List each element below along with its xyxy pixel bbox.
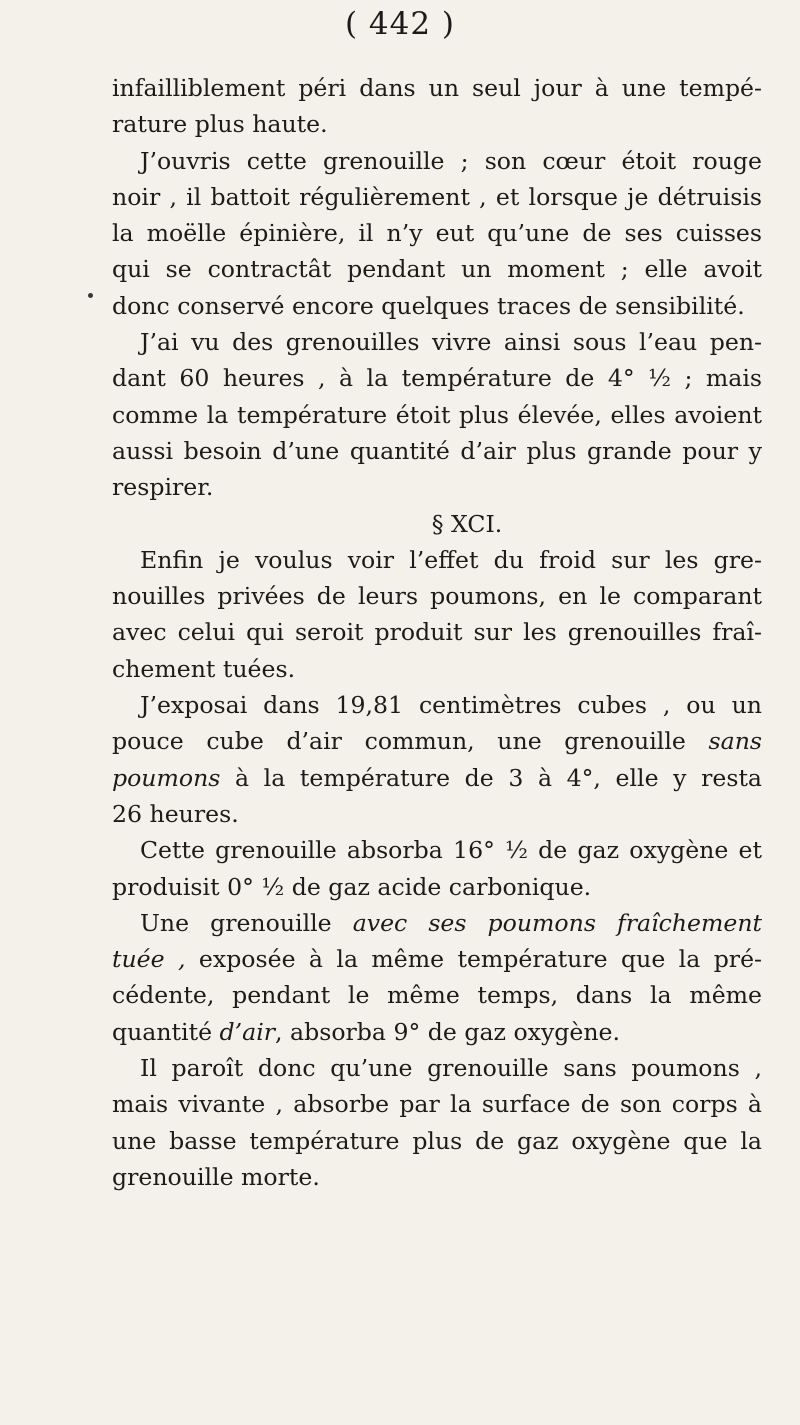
- text-line: rature plus haute.: [112, 110, 328, 139]
- text-line: aussi besoin d’une quantité d’air plus grande pour y: [112, 436, 762, 465]
- text-line: mais vivante , absorbe par la surface de son corps à: [112, 1090, 762, 1119]
- text-line: chement tuées.: [112, 654, 296, 683]
- text-span: à la température de 3 à 4°, elle y resta: [235, 763, 762, 792]
- page-number: ( 442 ): [344, 6, 456, 42]
- text-line: infailliblement péri dans un seul jour à une tempé-: [112, 74, 762, 102]
- text-line: dant 60 heures , à la température de 4° ½ ; mais: [112, 364, 762, 393]
- text-span: pouce cube d’air commun, une grenouille: [112, 727, 686, 756]
- text-line: J’exposai dans 19,81 centimètres cubes , ou un: [140, 691, 762, 720]
- text-span: Une grenouille: [140, 908, 332, 937]
- text-span: , absorba 9° de gaz oxygène.: [275, 1017, 621, 1046]
- text-line: grenouille morte.: [112, 1162, 320, 1191]
- text-line: [112, 905, 762, 941]
- text-line: avec celui qui seroit produit sur les grenouilles fraî-: [112, 618, 762, 647]
- text-line: nouilles privées de leurs poumons, en le comparant: [112, 582, 762, 611]
- page-body: [112, 70, 762, 1195]
- text-line: noir , il battoit régulièrement , et lorsque je détruisis: [112, 182, 762, 211]
- text-line: J’ai vu des grenouilles vivre ainsi sous l’eau pen-: [140, 328, 762, 357]
- italic-span: avec ses poumons fraîchement: [352, 908, 762, 937]
- text-line: [112, 760, 762, 796]
- italic-span: d’air: [219, 1017, 276, 1046]
- text-line: cédente, pendant le même temps, dans la même: [112, 981, 762, 1010]
- text-line: 26 heures.: [112, 799, 239, 828]
- italic-span: poumons: [112, 763, 221, 792]
- text-line: donc conservé encore quelques traces de sensibilité.: [112, 291, 745, 320]
- italic-span: sans: [708, 727, 762, 756]
- text-line: une basse température plus de gaz oxygène que la: [112, 1126, 762, 1155]
- text-line: produisit 0° ½ de gaz acide carbonique.: [112, 872, 592, 901]
- text-line: Il paroît donc qu’une grenouille sans poumons ,: [140, 1054, 762, 1083]
- text-line: Cette grenouille absorba 16° ½ de gaz oxygène et: [140, 836, 762, 865]
- text-line: la moëlle épinière, il n’y eut qu’une de ses cuisses: [112, 219, 762, 248]
- text-line: [112, 723, 762, 759]
- margin-mark: [88, 293, 93, 298]
- text-line: qui se contractât pendant un moment ; elle avoit: [112, 255, 762, 284]
- text-line: J’ouvris cette grenouille ; son cœur étoit rouge: [140, 146, 762, 175]
- section-heading: § XCI.: [431, 509, 503, 538]
- text-line: comme la température étoit plus élevée, elles avoient: [112, 400, 762, 429]
- text-line: Enfin je voulus voir l’effet du froid sur les gre-: [140, 545, 762, 574]
- text-line: [112, 1014, 762, 1050]
- text-line: [112, 941, 762, 977]
- text-span: quantité: [112, 1017, 213, 1046]
- text-line: respirer.: [112, 473, 214, 502]
- italic-span: tuée ,: [112, 945, 186, 974]
- text-span: exposée à la même température que la pré-: [198, 945, 763, 974]
